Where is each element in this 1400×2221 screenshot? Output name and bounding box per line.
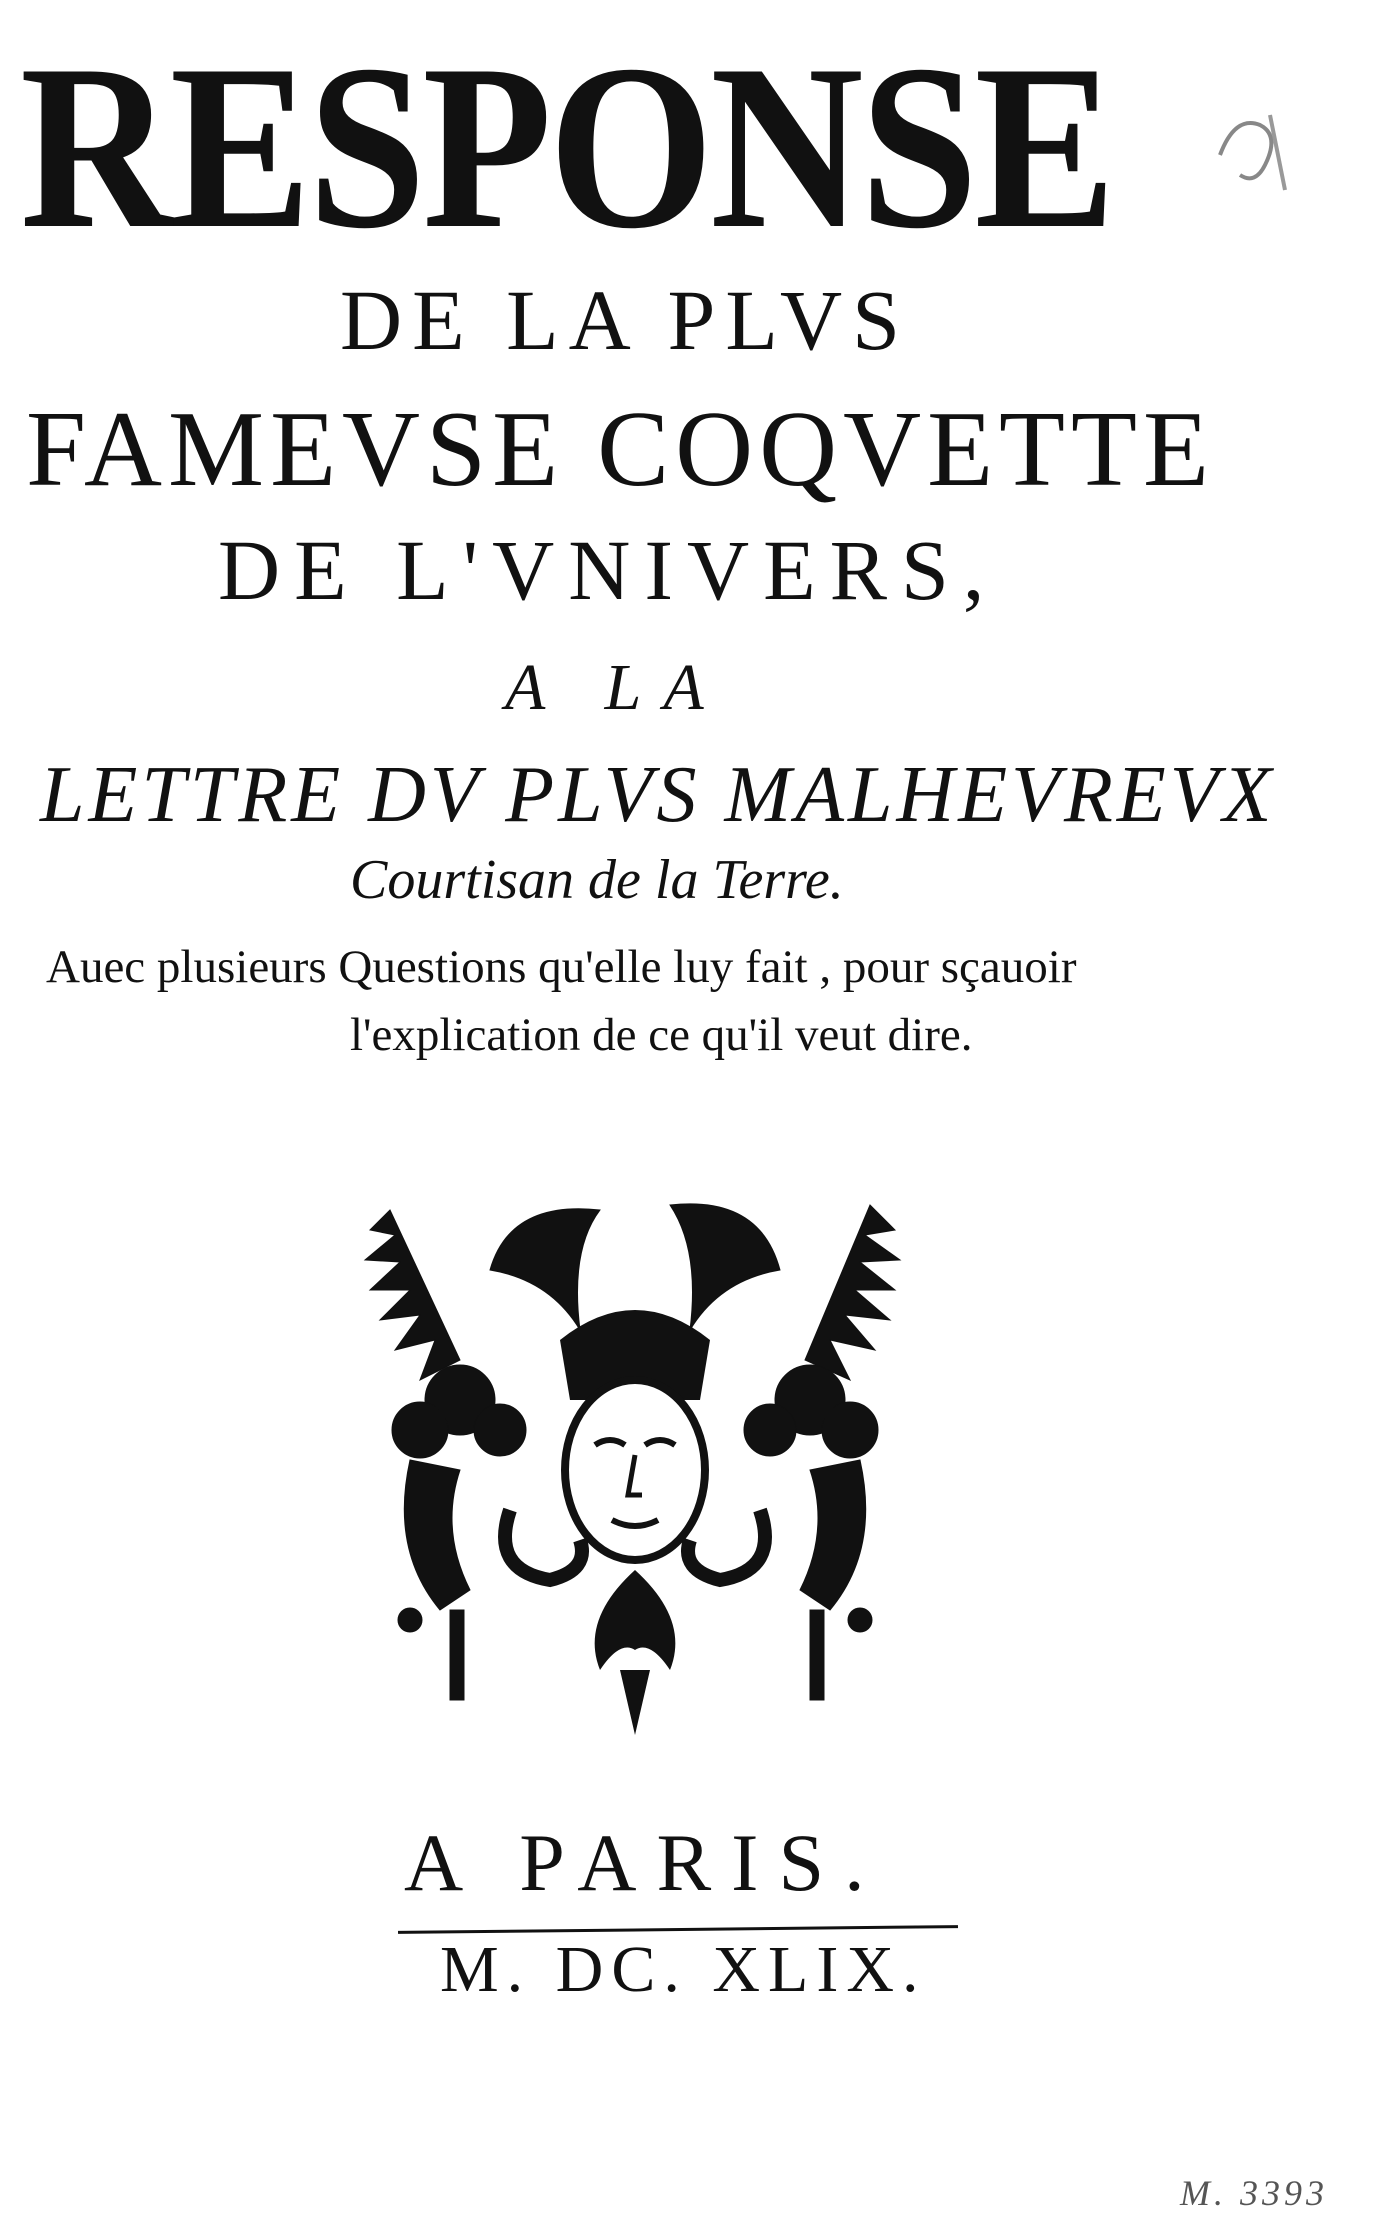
- title-line-4: DE L'VNIVERS,: [218, 522, 999, 618]
- title-line-7: Courtisan de la Terre.: [350, 849, 844, 911]
- subtitle-line-2: l'explication de ce qu'il veut dire.: [350, 1009, 973, 1061]
- shelfmark-annotation: M. 3393: [1180, 2173, 1328, 2213]
- title-line-2: DE LA PLVS: [340, 272, 910, 368]
- woodcut-ornament: [350, 1190, 920, 1740]
- subtitle-line-1: Auec plusieurs Questions qu'elle luy fait , pour sçauoir: [46, 941, 1077, 993]
- page-title: RESPONSE: [20, 17, 1113, 278]
- title-line-3: FAMEVSE COQVETTE: [26, 390, 1215, 509]
- handwritten-margin-mark: [1210, 95, 1300, 205]
- imprint-date: M. DC. XLIX.: [440, 1933, 927, 2006]
- title-line-6: LETTRE DV PLVS MALHEVREVX: [40, 751, 1276, 839]
- imprint-place: A PARIS.: [404, 1817, 885, 1908]
- title-line-5: A LA: [505, 651, 726, 724]
